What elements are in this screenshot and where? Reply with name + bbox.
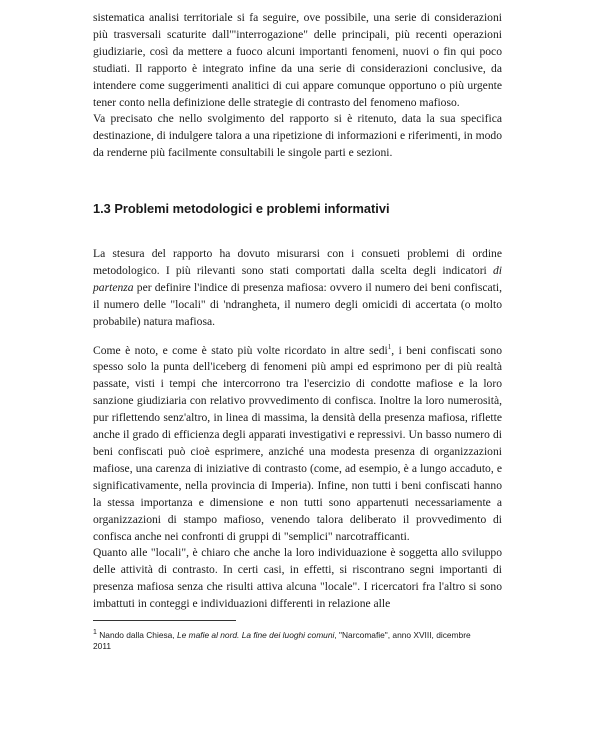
body-paragraph-1-text-b: per definire l'indice di presenza mafiosa: ovvero il numero dei beni confiscati, il numero delle "locali" di 'ndrangheta, il numero degli omicidi di accertata (o molto probabile) natura mafiosa.	[93, 280, 502, 328]
body-paragraph-2	[93, 343, 502, 546]
footnote	[93, 630, 473, 652]
body-paragraph-2-text-a: Come è noto, e come è stato più volte ricordato in altre sedi	[93, 343, 388, 357]
footnote-number: 1	[93, 629, 97, 637]
footnote-reference: 1	[387, 342, 392, 351]
body-paragraph-2-text-b: , i beni confiscati sono spesso solo la punta dell'iceberg di fenomeni più ampi ed esprimono per di più realtà passate, visti i tempi che intercorrono tra l'esercizio di condotte mafiose e la loro sanzione giudiziaria con relativo provvedimento di confisca. Inoltre la loro numerosità, pur riflettendo senz'altro, in linea di massima, la densità della presenza mafiosa, riflette anche il grado di efficienza degli apparati investigativi e repressivi. Un basso numero di beni confiscati può cioè esprimere, anziché una modesta presenza di organizzazioni mafiose, una carenza di iniziative di contrasto (come, ad esempio, è a lungo accaduto, e significativamente, nella provincia di Imperia). Infine, non tutti i beni confiscati hanno la stessa importanza e dimensione e non tutti sono appartenuti necessariamente a organizzazioni di stampo mafioso, venendo talora deliberato il provvedimento di confisca anche nei confronti di gruppi di "semplici" narcotrafficanti.	[93, 343, 502, 543]
footnote-source: , "Narcomafie", anno XVIII, dicembre 2011	[93, 630, 471, 651]
intro-text	[93, 10, 502, 162]
body-paragraph-1	[93, 246, 502, 331]
footnote-title: Le mafie al nord. La fine dei luoghi comuni	[176, 630, 335, 640]
section-heading: 1.3 Problemi metodologici e problemi informativi	[93, 201, 390, 216]
section-body	[93, 246, 502, 613]
body-paragraph-1-emphasis: di partenza	[93, 263, 502, 294]
footnote-author: Nando dalla Chiesa,	[96, 630, 177, 640]
body-paragraph-3: Quanto alle "locali", è chiaro che anche la loro individuazione è soggetta allo sviluppo delle attività di contrasto. In certi casi, in effetti, si riscontrano segni importanti di presenza mafiosa senza che risulti attiva alcuna "locale". I ricercatori fra l'altro si sono imbattuti in conteggi e individuazioni differenti in relazione alle	[93, 546, 502, 611]
intro-paragraph-1: sistematica analisi territoriale si fa seguire, ove possibile, una serie di considerazioni più trasversali scaturite dall'"interrogazione" delle principali, più recenti operazioni giudiziarie, così da mettere a fuoco alcuni importanti fenomeni, nuovi o fin qui poco studiati. Il rapporto è integrato infine da una serie di considerazioni conclusive, da intendere come suggerimenti analitici di cui appare comunque opportuno o più urgente tener conto nella definizione delle strategie di contrasto del fenomeno mafioso.	[93, 11, 502, 109]
intro-paragraph-2: Va precisato che nello svolgimento del rapporto si è ritenuto, data la sua specifica destinazione, di indulgere talora a una ripetizione di informazioni e riferimenti, in modo da renderne più facilmente consultabili le singole parti e sezioni.	[93, 112, 502, 160]
footnote-divider	[93, 620, 236, 621]
body-paragraph-1-text-a: La stesura del rapporto ha dovuto misurarsi con i consueti problemi di ordine metodologico. I più rilevanti sono stati comportati dalla scelta degli indicatori	[93, 247, 502, 277]
